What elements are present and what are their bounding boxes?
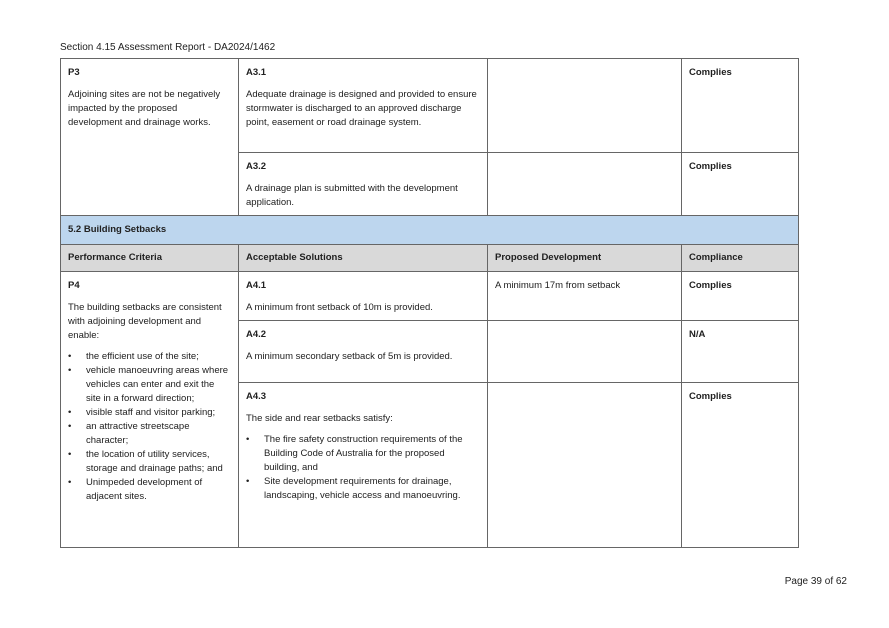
bullet-text: the efficient use of the site; — [86, 351, 199, 362]
column-header-row — [61, 245, 799, 272]
compliance-value-a32: Complies — [689, 161, 732, 172]
cell-a31-compliance — [682, 59, 799, 153]
page-number: Page 39 of 62 — [784, 576, 847, 587]
column-header-proposed: Proposed Development — [488, 245, 682, 272]
bullet-marker: • — [68, 477, 72, 488]
cell-p4-criteria — [61, 272, 239, 548]
bullet-marker: • — [68, 449, 72, 460]
bullet-item — [68, 420, 231, 448]
bullet-text: an attractive streetscape character; — [86, 421, 190, 446]
cell-a42-solution — [239, 321, 488, 383]
compliance-value-a41: Complies — [689, 280, 732, 291]
cell-a32-compliance — [682, 153, 799, 216]
bullet-marker: • — [246, 476, 250, 487]
p4-bullet-list — [68, 350, 231, 504]
solution-code-a43: A4.3 — [246, 391, 267, 402]
cell-a42-compliance — [682, 321, 799, 383]
criteria-code-p4: P4 — [68, 280, 80, 291]
bullet-text: Unimpeded development of adjacent sites. — [86, 477, 203, 502]
bullet-text: visible staff and visitor parking; — [86, 407, 216, 418]
cell-a43-compliance — [682, 383, 799, 548]
table-row-a41 — [61, 272, 799, 321]
cell-p3-criteria — [61, 59, 239, 216]
compliance-value-a43: Complies — [689, 391, 732, 402]
bullet-item — [246, 433, 480, 475]
solution-code-a41: A4.1 — [246, 280, 267, 291]
bullet-item — [68, 476, 231, 504]
compliance-value-a42: N/A — [689, 329, 706, 340]
bullet-marker: • — [68, 365, 72, 376]
table-row-a31 — [61, 59, 799, 153]
solution-text-a42: A minimum secondary setback of 5m is provided. — [246, 351, 453, 362]
cell-a32-solution — [239, 153, 488, 216]
section-heading: 5.2 Building Setbacks — [61, 216, 799, 245]
cell-a41-solution — [239, 272, 488, 321]
cell-a43-solution — [239, 383, 488, 548]
bullet-text: The fire safety construction requirements of the Building Code of Australia for the proposed building, and — [264, 434, 463, 473]
bullet-item — [68, 406, 231, 420]
bullet-marker: • — [68, 351, 72, 362]
solution-text-a41: A minimum front setback of 10m is provided. — [246, 302, 433, 313]
criteria-intro-p4: The building setbacks are consistent with adjoining development and enable: — [68, 302, 222, 341]
column-header-criteria: Performance Criteria — [61, 245, 239, 272]
solution-code-a42: A4.2 — [246, 329, 267, 340]
column-header-compliance: Compliance — [682, 245, 799, 272]
bullet-text: vehicle manoeuvring areas where vehicles can enter and exit the site in a forward direction; — [86, 365, 229, 404]
cell-a31-solution — [239, 59, 488, 153]
criteria-code-p3: P3 — [68, 67, 80, 78]
bullet-item — [68, 364, 231, 406]
assessment-table — [60, 58, 799, 548]
bullet-item — [246, 475, 480, 503]
criteria-text-p3: Adjoining sites are not be negatively impacted by the proposed development and drainage works. — [68, 89, 221, 128]
bullet-text: the location of utility services, storage and drainage paths; and — [86, 449, 223, 474]
column-header-solutions: Acceptable Solutions — [239, 245, 488, 272]
cell-a42-proposed — [488, 321, 682, 383]
cell-a31-proposed — [488, 59, 682, 153]
proposed-text-a41: A minimum 17m from setback — [495, 280, 621, 291]
bullet-marker: • — [68, 407, 72, 418]
solution-code-a32: A3.2 — [246, 161, 267, 172]
solution-text-a32: A drainage plan is submitted with the development application. — [246, 183, 458, 208]
bullet-marker: • — [246, 434, 250, 445]
a43-bullet-list — [246, 433, 480, 503]
cell-a43-proposed — [488, 383, 682, 548]
solution-code-a31: A3.1 — [246, 67, 267, 78]
cell-a41-compliance — [682, 272, 799, 321]
cell-a41-proposed — [488, 272, 682, 321]
bullet-item — [68, 350, 231, 364]
document-title: Section 4.15 Assessment Report - DA2024/1462 — [60, 42, 276, 53]
solution-intro-a43: The side and rear setbacks satisfy: — [246, 413, 393, 424]
bullet-marker: • — [68, 421, 72, 432]
cell-a32-proposed — [488, 153, 682, 216]
bullet-text: Site development requirements for drainage, landscaping, vehicle access and manoeuvring. — [264, 476, 461, 501]
compliance-value-a31: Complies — [689, 67, 732, 78]
bullet-item — [68, 448, 231, 476]
solution-text-a31: Adequate drainage is designed and provided to ensure stormwater is discharged to an approved discharge point, easement or road drainage system. — [246, 89, 477, 128]
section-band-row — [61, 216, 799, 245]
